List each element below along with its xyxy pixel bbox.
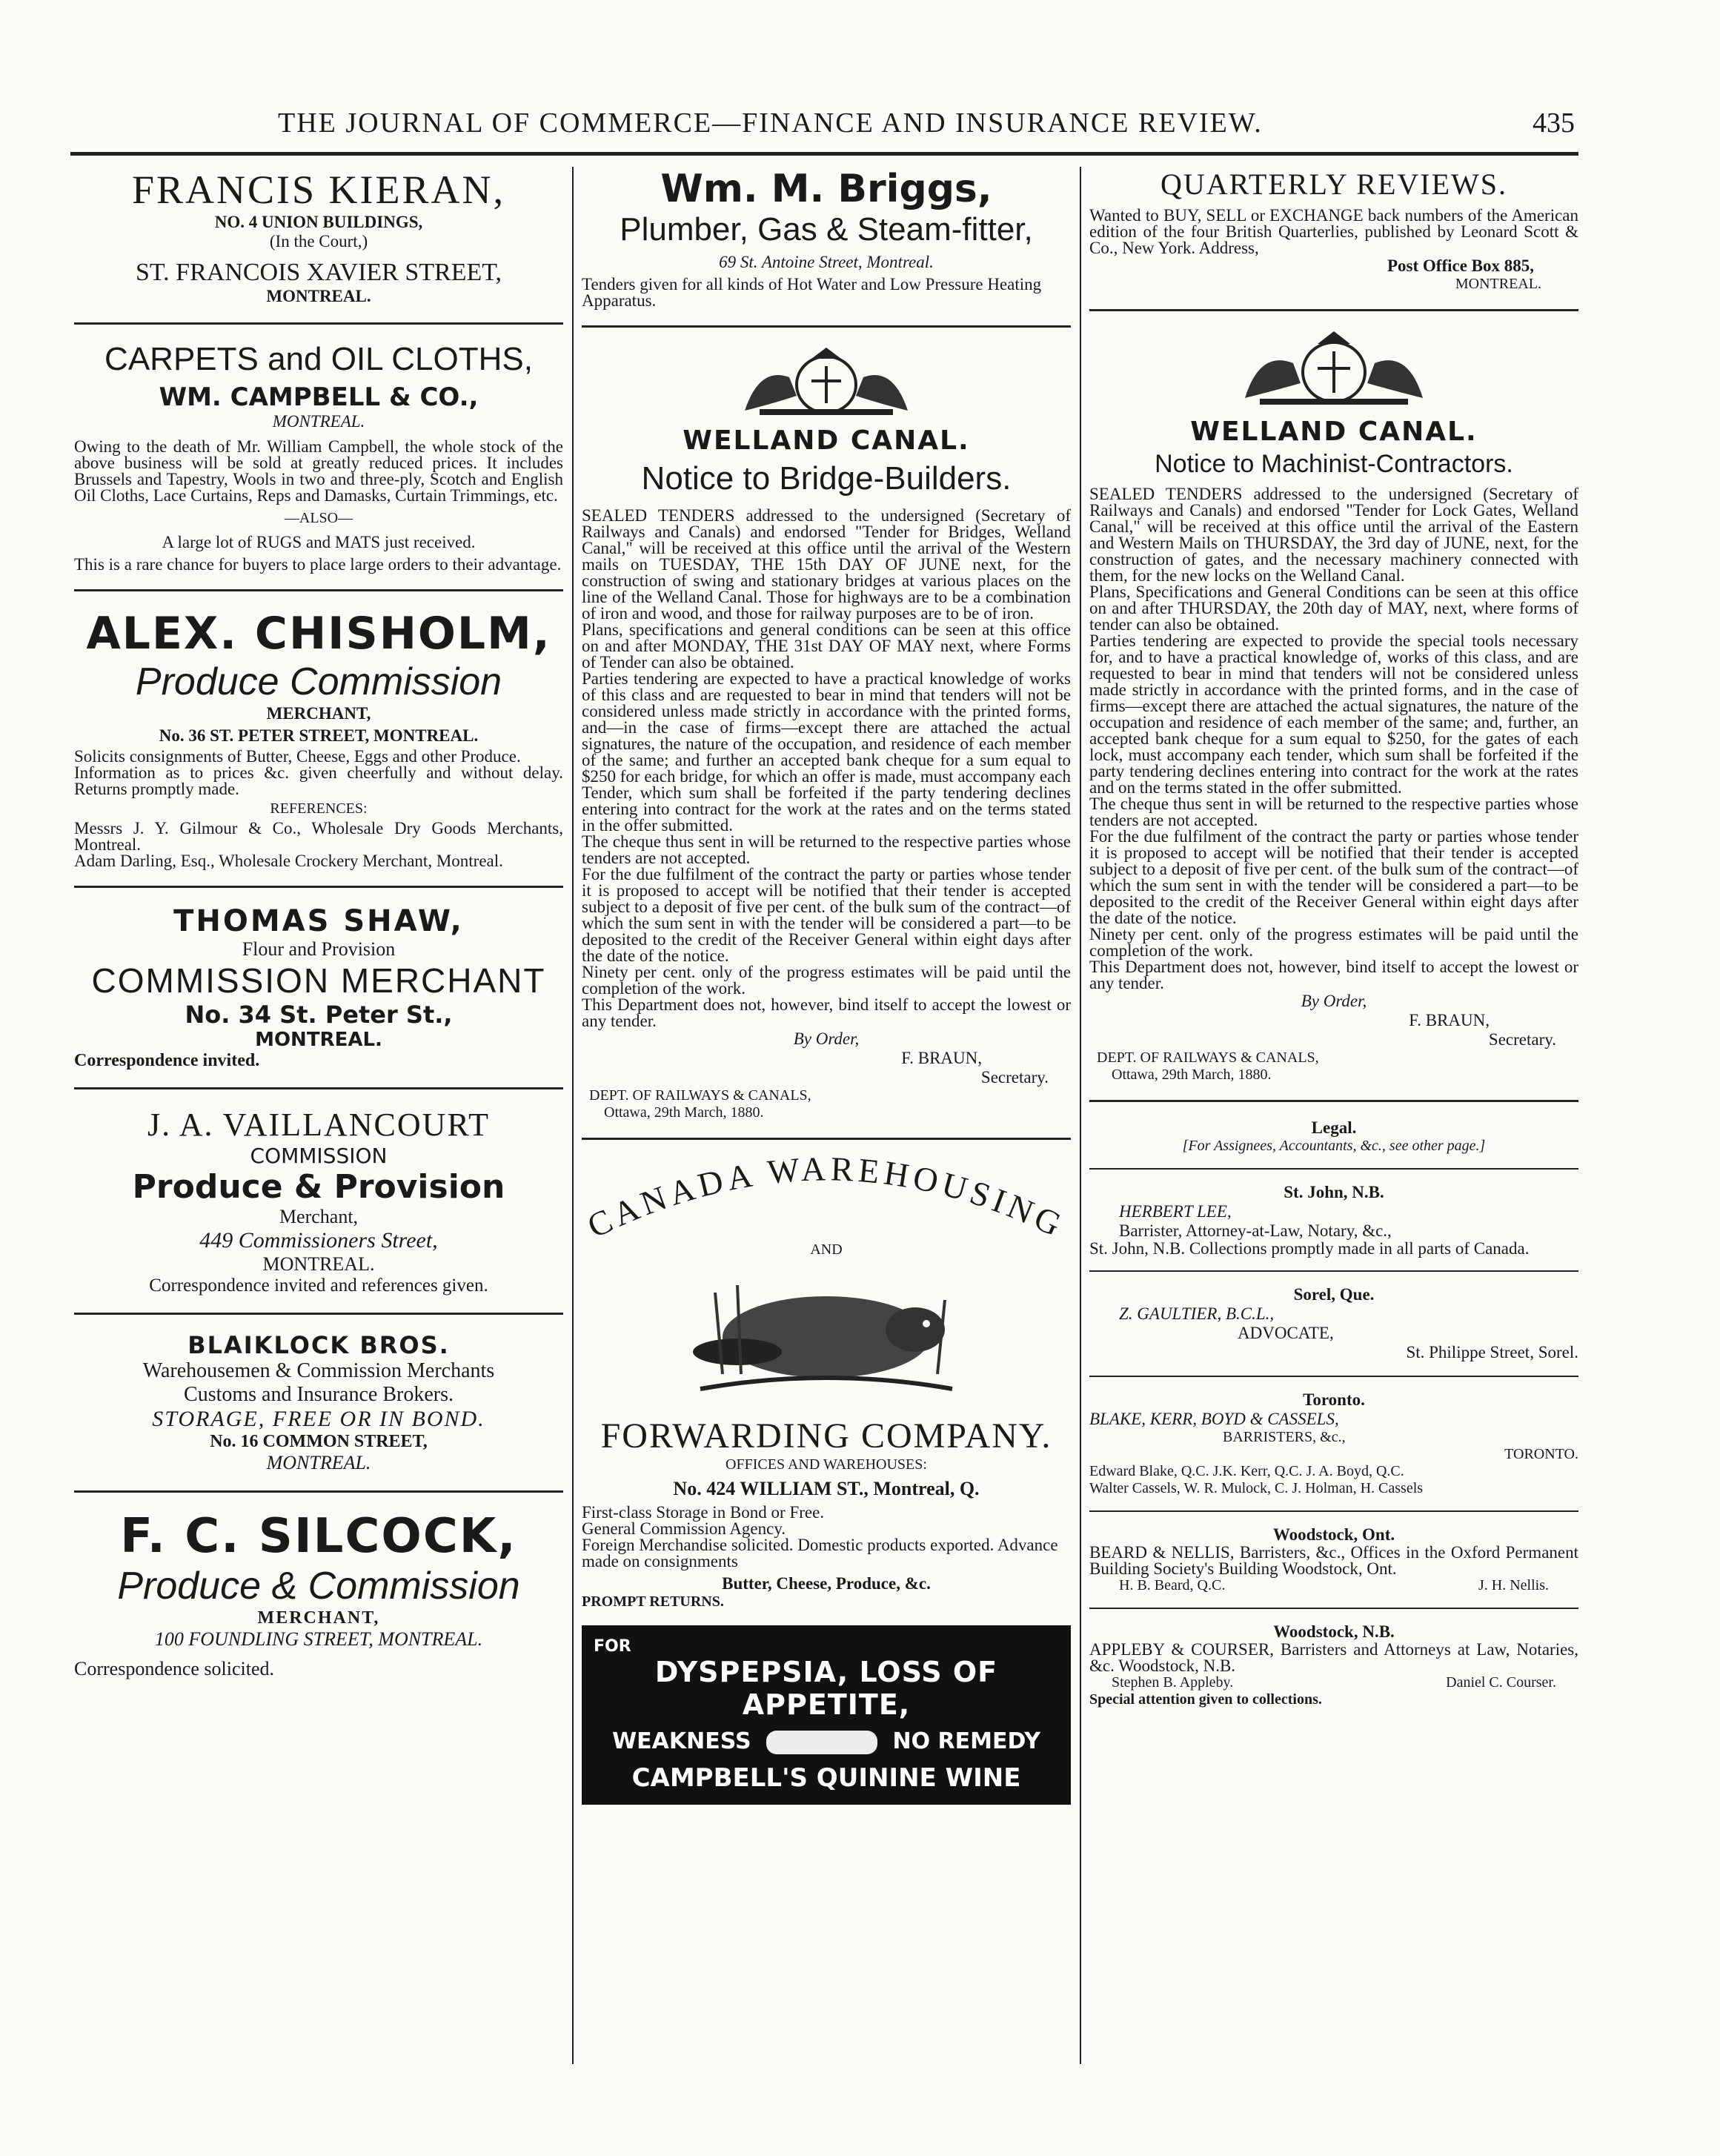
kieran-address: NO. 4 UNION BUILDINGS, [214,213,423,231]
appleby-names [1089,1674,1578,1691]
ad-campbell [74,341,563,573]
silcock-name: F. C. SILCOCK, [120,1509,517,1564]
divider [582,1138,1071,1140]
divider [582,325,1071,328]
divider [74,1087,563,1089]
legal-subheading: [For Assignees, Accountants, &c., see other page.] [1182,1138,1486,1154]
blaiklock-line2: Customs and Insurance Brokers. [184,1383,454,1406]
royal-crest-icon [730,344,923,418]
shaw-line2: COMMISSION MERCHANT [91,961,546,1000]
welland2-p6: Ninety per cent. only of the progress estimates will be paid until the completion of the work. [1089,925,1578,960]
divider [1089,309,1578,311]
appleby-name2: Daniel C. Courser. [1446,1674,1556,1691]
kieran-court: (In the Court,) [269,232,368,251]
warehousing-address: No. 424 WILLIAM ST., Montreal, Q. [673,1478,980,1499]
column-left [74,167,563,1680]
blake-place: Toronto. [1303,1390,1365,1409]
welland2-date: Ottawa, 29th March, 1880. [1112,1067,1272,1083]
welland-dept: DEPT. OF RAILWAYS & CANALS, [589,1087,811,1104]
ad-shaw [74,904,563,1071]
quarterly-city: MONTREAL. [1455,276,1541,292]
welland-p4: The cheque thus sent in will be returned to the respective parties whose tenders are not accepted. [582,832,1071,867]
divider [74,1490,563,1493]
journal-title: THE JOURNAL OF COMMERCE—FINANCE AND INSURANCE REVIEW. [278,107,1263,139]
header-rule [70,152,1578,156]
bottle-icon [766,1731,877,1754]
divider [1089,1100,1578,1102]
welland-secretary: Secretary. [980,1068,1049,1087]
appleby-name1: Stephen B. Appleby. [1112,1674,1234,1691]
gaultier-line1: ADVOCATE, [1238,1324,1334,1342]
beaver-icon [671,1263,982,1411]
blake-line2: TORONTO. [1504,1446,1578,1462]
vaillancourt-line4: 449 Commissioners Street, [199,1228,438,1253]
gaultier-place: Sorel, Que. [1293,1285,1375,1304]
quinine-line3: CAMPBELL'S QUININE WINE [631,1763,1021,1793]
shaw-line1: Flour and Provision [242,938,396,960]
divider [1089,1168,1578,1170]
welland2-dept: DEPT. OF RAILWAYS & CANALS, [1097,1049,1319,1066]
column-divider-2 [1080,167,1081,2064]
welland2-p1: SEALED TENDERS addressed to the undersigned (Secretary of Railways and Canals) and endorsed "Tender for Lock Gates, Welland Canal," will be received at this office until the arrival of the Eastern and Western Mails on THURSDAY, the 3rd day of JUNE, next, for the construction of gates, and the necessary machinery connected with them, for the new locks on the Welland Canal. [1089,485,1578,585]
ad-briggs [582,167,1071,309]
vaillancourt-line2: Produce & Provision [132,1168,505,1206]
warehousing-offices: OFFICES AND WAREHOUSES: [725,1456,927,1473]
warehousing-and: AND [810,1241,843,1258]
chisholm-address: No. 36 ST. PETER STREET, MONTREAL. [159,726,479,745]
blake-name: BLAKE, KERR, BOYD & CASSELS, [1089,1410,1339,1428]
welland2-subheading: Notice to Machinist-Contractors. [1155,450,1513,478]
silcock-line2: MERCHANT, [257,1608,380,1628]
royal-crest-icon [1230,328,1438,409]
quinine-no-remedy: NO REMEDY [892,1728,1040,1754]
shaw-line3: No. 34 St. Peter St., [185,1001,453,1029]
chisholm-p1: Solicits consignments of Butter, Cheese, Eggs and other Produce. [74,747,521,766]
vaillancourt-line5: MONTREAL. [262,1253,375,1275]
welland2-p5: For the due fulfilment of the contract the party or parties whose tender it is proposed to accept will be notified that their tender is accepted subject to a deposit of five per cent. of the bulk sum of the contract—of which the sum sent in with the tender will be considered a part—to be deposited to the credit of the Receiver General within eight days after the date of the notice. [1089,827,1578,927]
welland2-signer: F. BRAUN, [1409,1011,1490,1029]
campbell-city: MONTREAL. [272,412,365,431]
ad-blaiklock [74,1331,563,1474]
quinine-line2 [594,1728,1059,1754]
warehousing-line4: Butter, Cheese, Produce, &c. [722,1574,931,1593]
quinine-weakness: WEAKNESS [612,1728,751,1754]
briggs-name: Wm. M. Briggs, [660,167,992,211]
vaillancourt-name: J. A. VAILLANCOURT [147,1107,490,1143]
welland-signer: F. BRAUN, [901,1049,982,1067]
page-header [70,102,1575,147]
gaultier-name: Z. GAULTIER, B.C.L., [1119,1304,1275,1323]
briggs-line1: Plumber, Gas & Steam-fitter, [620,211,1033,248]
ad-chisholm [74,608,563,869]
welland-p3: Parties tendering are expected to have a practical knowledge of works of this class and are requested to bear in mind that tenders will not be considered unless made strictly in accordance with the printed forms, and—in the case of firms—except there are attached the actual signatures, the nature of the occupation, and residence of each member of the same; and further an accepted bank cheque for a sum equal to $250 for each bridge, for which an offer is made, must accompany each Tender, which sum shall be forfeited if the party tendering declines entering into contract for the work at the rates and on the terms stated in the offer submitted. [582,669,1071,835]
welland2-order: By Order, [1301,992,1367,1010]
lee-line1: Barrister, Attorney-at-Law, Notary, &c., [1119,1221,1392,1240]
silcock-line4: Correspondence solicited. [74,1658,275,1679]
chisholm-sub: Produce Commission [135,660,502,703]
divider [74,322,563,325]
page-number: 435 [1533,107,1575,139]
chisholm-ref1: Messrs J. Y. Gilmour & Co., Wholesale Dry Goods Merchants, Montreal. [74,819,563,854]
column-middle [582,167,1071,1805]
blaiklock-name: BLAIKLOCK BROS. [187,1331,450,1359]
silcock-line1: Produce & Commission [117,1565,520,1608]
welland2-p4: The cheque thus sent in will be returned to the respective parties whose tenders are not accepted. [1089,795,1578,829]
blaiklock-line3: STORAGE, FREE OR IN BOND. [152,1407,485,1431]
warehousing-line2: General Commission Agency. [582,1519,786,1538]
silcock-line3: 100 FOUNDLING STREET, MONTREAL. [154,1628,483,1650]
notice-welland-bridges [582,344,1071,1121]
blake-line1: BARRISTERS, &c., [1223,1429,1346,1445]
arched-title [582,1156,1071,1238]
chisholm-p2: Information as to prices &c. given cheerfully and without delay. Returns promptly made. [74,763,563,798]
legal-heading: Legal. [1311,1118,1357,1137]
shaw-line4: MONTREAL. [255,1029,382,1051]
blake-line3: Edward Blake, Q.C. J.K. Kerr, Q.C. J. A. Boyd, Q.C. [1089,1463,1404,1479]
welland2-secretary: Secretary. [1488,1030,1556,1049]
quarterly-body: Wanted to BUY, SELL or EXCHANGE back numbers of the American edition of the four British Quarterlies, published by Leonard Scott & Co., New York. Address, [1089,206,1578,257]
shaw-line5: Correspondence invited. [74,1051,260,1070]
quinine-line1: DYSPEPSIA, LOSS OF APPETITE, [654,1656,998,1721]
chisholm-refs: REFERENCES: [270,800,368,817]
blaiklock-line4: No. 16 COMMON STREET, [210,1432,428,1451]
welland-heading: WELLAND CANAL. [683,425,970,456]
chisholm-ref2: Adam Darling, Esq., Wholesale Crockery Merchant, Montreal. [74,852,503,870]
blaiklock-line1: Warehousemen & Commission Merchants [142,1359,495,1382]
ad-vaillancourt [74,1106,563,1296]
welland-date: Ottawa, 29th March, 1880. [604,1104,764,1121]
briggs-line3: Tenders given for all kinds of Hot Water and Low Pressure Heating Apparatus. [582,275,1042,310]
arched-title-text: CANADA WAREHOUSING [582,1156,1071,1238]
welland2-p2: Plans, Specifications and General Conditions can be seen at this office on and after THURSDAY, the 20th day of MAY, next, where forms of tender can also be obtained. [1089,583,1578,634]
appleby-body: APPLEBY & COURSER, Barristers and Attorneys at Law, Notaries, &c. Woodstock, N.B. [1089,1640,1578,1675]
quinine-for: FOR [594,1637,631,1656]
divider [74,1313,563,1315]
lee-name: HERBERT LEE, [1119,1202,1232,1221]
beard-name1: H. B. Beard, Q.C. [1119,1577,1226,1593]
notice-welland-machinist [1089,328,1578,1084]
warehousing-line1: First-class Storage in Bond or Free. [582,1503,825,1522]
warehousing-heading: FORWARDING COMPANY. [600,1416,1052,1456]
warehousing-line5: PROMPT RETURNS. [582,1593,724,1610]
welland-p5: For the due fulfilment of the contract the party or parties whose tender it is proposed to accept will be notified that their tender is accepted subject to a deposit of five per cent. of the bulk sum of the contract—of which the sum sent in with the tender will be considered a part—to be deposited to the credit of the Receiver General within eight days after the date of the notice. [582,865,1071,965]
vaillancourt-line3: Merchant, [279,1206,359,1227]
divider [74,886,563,888]
svg-text:CANADA WAREHOUSING [582,1156,1071,1238]
briggs-line2: 69 St. Antoine Street, Montreal. [719,253,934,271]
appleby-note: Special attention given to collections. [1089,1691,1322,1708]
campbell-rugs: A large lot of RUGS and MATS just received. [162,533,476,551]
vaillancourt-line1: COMMISSION [250,1144,388,1168]
divider [1089,1608,1578,1609]
welland-p7: This Department does not, however, bind itself to accept the lowest or any tender. [582,995,1071,1030]
beard-place: Woodstock, Ont. [1272,1525,1395,1544]
campbell-also: —ALSO— [284,510,353,526]
welland-p1: SEALED TENDERS addressed to the undersigned (Secretary of Railways and Canals) and endorsed "Tender for Bridges, Welland Canal," will be received at this office until the arrival of the Western mails on TUESDAY, THE 15th DAY OF JUNE next, for the construction of swing and stationary bridges at various places on the line of the Welland Canal. Those for highways are to be a combination of iron and wood, and those for railway purposes are to be of iron. [582,506,1071,623]
appleby-place: Woodstock, N.B. [1273,1622,1395,1641]
ad-warehousing [582,1156,1071,1611]
welland2-p3: Parties tendering are expected to provide the special tools necessary for, and to have a practical knowledge of, works of this class, and are requested to bear in mind that tenders will not be considered unless made strictly in accordance with the printed forms, and in the case of firms—except there are attached the actual signatures, the nature of the occupation and residence of each member of the same; and, further, an accepted bank cheque for a sum equal to $250, for the gates of each lock, must accompany each tender, which sum shall be forfeited if the party tendering declines entering into contract for the work at the rates and on the terms stated in the offer submitted. [1089,631,1578,797]
lee-place: St. John, N.B. [1284,1183,1384,1201]
blake-line4: Walter Cassels, W. R. Mulock, C. J. Holman, H. Cassels [1089,1480,1424,1496]
beard-names [1089,1577,1578,1594]
kieran-city: MONTREAL. [266,287,371,305]
welland-subheading: Notice to Bridge-Builders. [641,460,1012,497]
kieran-street: ST. FRANCOIS XAVIER STREET, [136,259,502,286]
campbell-body: Owing to the death of Mr. William Campbell, the whole stock of the above business will be sold at greatly reduced prices. It includes Brussels and Tapestry, Wools in two and three-ply, Scotch and English Oil Cloths, Lace Curtains, Reps and Damasks, Curtain Trimmings, etc. [74,437,563,505]
divider [1089,1510,1578,1512]
kieran-name: FRANCIS KIERAN, [131,167,506,212]
ad-quarterly-reviews [1089,167,1578,293]
beard-body: BEARD & NELLIS, Barristers, &c., Offices in the Oxford Permanent Building Society's Building Woodstock, Ont. [1089,1543,1578,1578]
divider [74,589,563,591]
lee-line2: St. John, N.B. Collections promptly made in all parts of Canada. [1089,1239,1530,1258]
vaillancourt-line6: Correspondence invited and references given. [149,1276,488,1296]
quarterly-heading: QUARTERLY REVIEWS. [1160,167,1508,201]
ad-kieran [74,167,563,306]
warehousing-line3: Foreign Merchandise solicited. Domestic products exported. Advance made on consignments [582,1536,1058,1570]
gaultier-line2: St. Philippe Street, Sorel. [1406,1343,1578,1361]
legal-directory [1089,1118,1578,1708]
blaiklock-line5: MONTREAL. [266,1452,371,1473]
column-right [1089,167,1578,1708]
shaw-name: THOMAS SHAW, [173,904,464,938]
welland-p6: Ninety per cent. only of the progress estimates will be paid until the completion of the work. [582,963,1071,998]
divider [1089,1270,1578,1272]
ad-silcock [74,1509,563,1680]
welland-order: By Order, [793,1029,860,1048]
chisholm-merchant: MERCHANT, [266,704,371,723]
chisholm-name: ALEX. CHISHOLM, [86,608,551,660]
beard-name2: J. H. Nellis. [1478,1577,1549,1593]
campbell-company: WM. CAMPBELL & CO., [159,382,479,412]
campbell-heading: CARPETS and OIL CLOTHS, [104,341,533,377]
welland2-p7: This Department does not, however, bind itself to accept the lowest or any tender. [1089,958,1578,992]
quarterly-box: Post Office Box 885, [1387,256,1534,275]
welland-p2: Plans, specifications and general conditions can be seen at this office on and after MONDAY, THE 31st DAY OF MAY next, where Forms of Tender can also be obtained. [582,620,1071,671]
welland2-heading: WELLAND CANAL. [1190,417,1478,447]
campbell-chance: This is a rare chance for buyers to place large orders to their advantage. [74,555,562,574]
divider [1089,1376,1578,1377]
ad-quinine-wine [582,1625,1071,1805]
column-divider-1 [572,167,574,2064]
